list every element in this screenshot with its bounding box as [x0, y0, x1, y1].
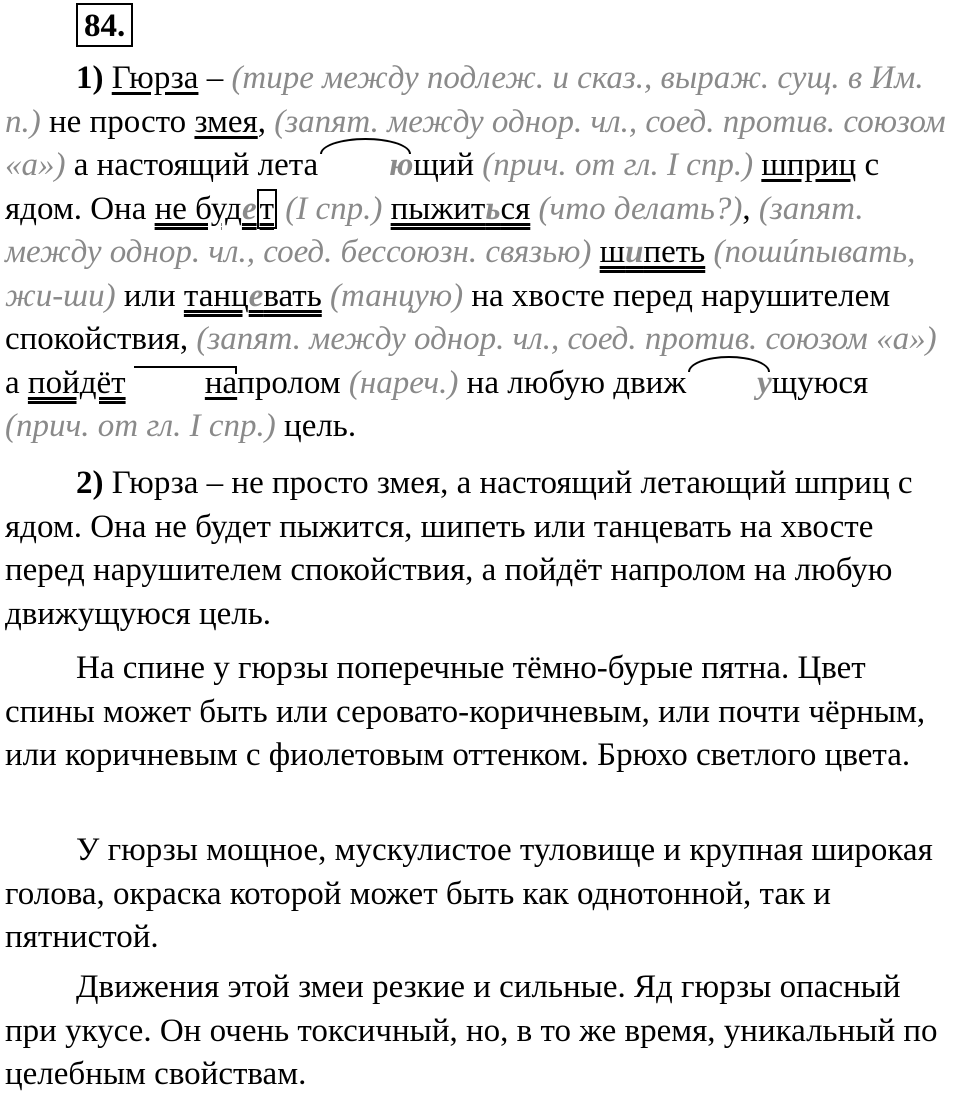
predicate-part: не буд [154, 190, 242, 227]
grammar-note: (танцую) [321, 277, 464, 314]
predicate-part: петь [643, 234, 706, 270]
predicate-part: вать [263, 277, 322, 314]
paragraph [5, 647, 955, 778]
text-run: на любую движ [458, 364, 687, 401]
predicate-phrase [600, 234, 706, 270]
prefix-marked [134, 362, 237, 406]
text-run: а [5, 364, 28, 401]
predicate-phrase [184, 278, 322, 314]
subject-word: Гюрза [111, 60, 199, 96]
predicate-phrase: пойдёт [27, 364, 126, 401]
marked-letter: ь [485, 190, 501, 227]
paragraph-text: На спине у гюрзы поперечные тёмно-бурые пятна. Цвет спины может быть или серовато-коричневым, или почти чёрным, или коричневым с фиолетовым оттенком. Брюхо светлого цвета. [5, 650, 926, 773]
predicate-part: ш [599, 234, 626, 270]
grammar-note: (I спр.) [277, 190, 391, 227]
text-run: пролом [237, 364, 341, 401]
paragraph [5, 966, 955, 1097]
part-label: 1) [76, 60, 104, 96]
marked-letter: е [241, 190, 257, 227]
predicate-word: шприц [761, 147, 857, 183]
text-run: а настоящий лета [65, 147, 319, 183]
predicate-part: танц [183, 277, 249, 314]
grammar-note: (запят. между однор. чл., соед. против. союзом «а») [5, 103, 946, 183]
space [126, 365, 134, 401]
text-run: щуюся [771, 364, 869, 401]
grammar-note: (запят. между однор. чл., соед. бессоюзн. связью) [5, 190, 864, 270]
marked-letter: е [248, 277, 264, 314]
annotated-sentence [5, 57, 955, 449]
text-run: щий [413, 147, 475, 183]
comma: , [742, 190, 751, 227]
paragraph-text: Гюрза – не просто змея, а настоящий летающий шприц с ядом. Она не будет пыжится, шипеть или танцевать на хвосте перед нарушителем спокойствия, а пойдёт напролом на любую движущуюся цель. [5, 465, 913, 632]
predicate-phrase [155, 189, 277, 229]
comma: , [257, 103, 266, 140]
grammar-note: (прич. от гл. I спр.) [474, 147, 754, 183]
predicate-phrase [391, 191, 531, 227]
grammar-note: (пошúпывать, жи-ши) [5, 234, 916, 314]
exercise-part-1 [5, 57, 955, 449]
text-run: с ядом. Она [5, 147, 880, 227]
predicate-part: ся [500, 190, 531, 227]
paragraph-text: Движения этой змеи резкие и сильные. Яд гюрзы опасный при укусе. Он очень токсичный, но, в то же время, уникальный по целебным свойствам. [5, 969, 938, 1092]
grammar-note: (нареч.) [340, 364, 459, 401]
predicate-part: пыжит [390, 190, 486, 227]
text-run: цель. [275, 408, 357, 444]
text-run: не просто [40, 103, 195, 140]
dash: – [198, 60, 232, 96]
exercise-number: 84. [76, 3, 133, 47]
grammar-note: (тире между подлеж. и сказ., выраж. сущ. в Им. п.) [5, 60, 924, 140]
exercise-part-2 [5, 462, 955, 636]
part-label: 2) [76, 465, 104, 501]
text-run: на хвосте перед нарушителем спокойствия, [5, 277, 891, 357]
grammar-note: (запят. между однор. чл., соед. против. союзом «а») [188, 321, 937, 357]
prefix: на [204, 364, 238, 401]
paragraph [5, 829, 955, 960]
suffix-marked-letter: у [686, 362, 772, 406]
ending-box: т [257, 189, 277, 229]
corrected-text [5, 462, 955, 636]
paragraph-text: У гюрзы мощное, мускулистое туловище и крупная широкая голова, окраска которой может быть как однотонной, так и пятнистой. [5, 832, 933, 955]
text-run: или [115, 277, 184, 314]
grammar-note: (прич. от гл. I спр.) [5, 408, 276, 444]
marked-letter: и [625, 234, 644, 270]
predicate-word: змея [194, 103, 258, 140]
grammar-note: (что делать?) [530, 190, 743, 227]
suffix-marked-letter: ю [318, 144, 413, 188]
